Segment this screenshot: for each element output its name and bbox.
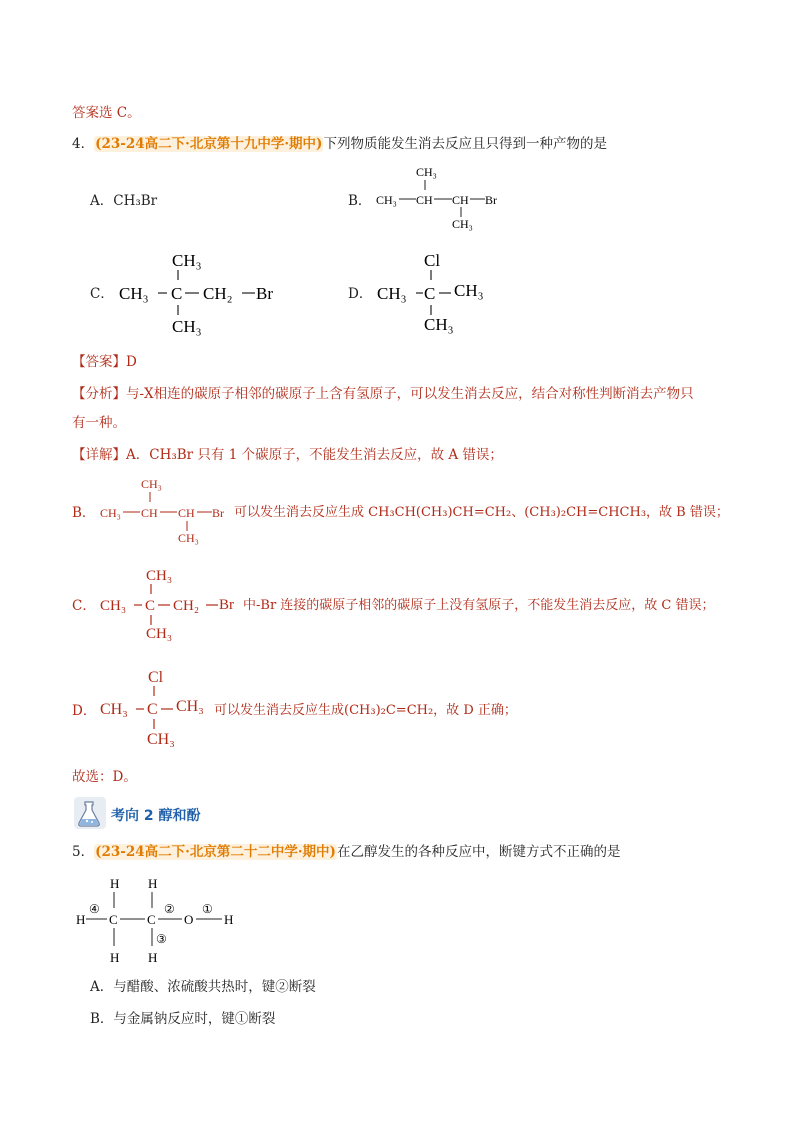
atom-label: CH₃ <box>454 281 484 300</box>
detail-c-label: C． <box>72 598 96 614</box>
answer-tag: 【答案】 <box>72 354 126 370</box>
detail-structure-c <box>96 560 246 645</box>
atom-label: C <box>147 701 158 718</box>
atom-label: CH₃ <box>452 217 473 231</box>
bond-number-2: ② <box>164 902 175 916</box>
atom-label: CH <box>416 193 433 207</box>
atom-label: CH <box>452 193 469 207</box>
question-text: 在乙醇发生的各种反应中，断键方式不正确的是 <box>336 844 621 860</box>
atom-label: CH₃ <box>178 531 199 545</box>
option-d-label: D． <box>348 286 373 302</box>
question-source: (23-24高二下·北京第二十二中学·期中) <box>95 844 336 860</box>
analysis-line-1 <box>72 385 694 403</box>
bond-number-4: ④ <box>89 902 100 916</box>
atom-label: CH <box>178 506 195 520</box>
atom-label: C <box>109 912 118 927</box>
atom-label: Br <box>212 506 224 520</box>
question-number: 4． <box>72 136 95 152</box>
detail-structure-b <box>96 474 236 546</box>
ethanol-bond-diagram <box>72 870 252 970</box>
atom-label: CH₃ <box>176 698 204 715</box>
atom-label: CH₃ <box>119 284 149 303</box>
detail-text-a: A．CH₃Br 只有 1 个碳原子，不能发生消去反应，故 A 错误； <box>126 447 503 463</box>
structure-tert-butyl-chloride <box>373 248 503 338</box>
previous-answer: 答案选 C。 <box>72 105 141 121</box>
section-title: 考向 2 醇和酚 <box>111 808 201 824</box>
atom-label: CH₃ <box>377 284 407 303</box>
atom-label: H <box>148 876 158 891</box>
atom-label: Cl <box>148 669 164 686</box>
atom-label: CH₃ <box>376 193 397 207</box>
atom-label: Br <box>256 284 273 303</box>
bond-number-1: ① <box>202 902 213 916</box>
atom-label: C <box>145 598 156 614</box>
atom-label: Br <box>219 597 234 613</box>
atom-label: H <box>148 950 158 965</box>
atom-label: CH₃ <box>100 506 121 520</box>
question-source: (23-24高二下·北京第十九中学·期中) <box>95 136 323 152</box>
detail-text-d: 可以发生消去反应生成(CH₃)₂C=CH₂，故 D 正确； <box>214 703 517 718</box>
atom-label: C <box>147 912 156 927</box>
atom-label: CH₃ <box>147 731 175 748</box>
detail-structure-d <box>96 664 216 749</box>
q5-option-a: A．与醋酸、浓硫酸共热时，键②断裂 <box>90 979 316 995</box>
detail-tag: 【详解】 <box>72 447 126 463</box>
atom-label: CH₃ <box>416 165 437 179</box>
atom-label: CH₂ <box>173 598 200 614</box>
question-text: 下列物质能发生消去反应且只得到一种产物的是 <box>323 136 607 152</box>
option-label: A． <box>90 193 114 209</box>
option-a <box>90 192 157 210</box>
detail-text-b: 可以发生消去反应生成 CH₃CH(CH₃)CH=CH₂、(CH₃)₂CH=CHCH₃，故 B 错误； <box>234 505 729 520</box>
atom-label: CH₃ <box>172 317 202 336</box>
formula-ch3br: CH₃Br <box>113 193 158 209</box>
analysis-line-2: 有一种。 <box>72 415 126 431</box>
atom-label: O <box>184 912 194 927</box>
atom-label: CH₃ <box>100 701 128 718</box>
atom-label: Cl <box>424 251 441 270</box>
detail-b-label: B． <box>72 505 96 521</box>
atom-label: H <box>76 912 86 927</box>
atom-label: C <box>171 284 183 303</box>
atom-label: Br <box>485 193 497 207</box>
atom-label: CH₃ <box>141 477 162 491</box>
question-5-stem <box>72 843 620 861</box>
atom-label: CH₃ <box>100 598 127 614</box>
atom-label: CH₃ <box>146 626 173 642</box>
atom-label: CH <box>141 506 158 520</box>
option-c-label: C． <box>90 286 114 302</box>
atom-label: CH₃ <box>172 251 202 270</box>
analysis-tag: 【分析】 <box>72 386 126 402</box>
question-number: 5． <box>72 844 95 860</box>
answer-line <box>72 353 137 371</box>
detail-d-label: D． <box>72 703 97 719</box>
structure-2-bromo-3-methylbutane-small <box>372 162 512 232</box>
atom-label: CH₂ <box>203 284 233 303</box>
analysis-text: 与-X相连的碳原子相邻的碳原子上含有氢原子，可以发生消去反应，结合对称性判断消去产物只 <box>126 386 694 402</box>
atom-label: H <box>110 876 120 891</box>
option-b-label: B． <box>348 193 372 209</box>
atom-label: H <box>224 912 234 927</box>
atom-label: H <box>110 950 120 965</box>
atom-label: CH₃ <box>424 315 454 334</box>
final-choice: 故选：D。 <box>72 769 137 785</box>
q5-option-b: B．与金属钠反应时，键①断裂 <box>90 1011 276 1027</box>
flask-icon <box>73 796 107 830</box>
detail-line-a <box>72 446 503 464</box>
atom-label: CH₃ <box>146 568 173 584</box>
structure-neopentyl-bromide <box>115 248 290 338</box>
bond-number-3: ③ <box>156 932 167 946</box>
detail-text-c: 中-Br 连接的碳原子相邻的碳原子上没有氢原子，不能发生消去反应，故 C 错误； <box>243 598 715 613</box>
answer-value: D <box>126 354 137 370</box>
atom-label: C <box>424 284 436 303</box>
question-4-stem <box>72 135 607 153</box>
